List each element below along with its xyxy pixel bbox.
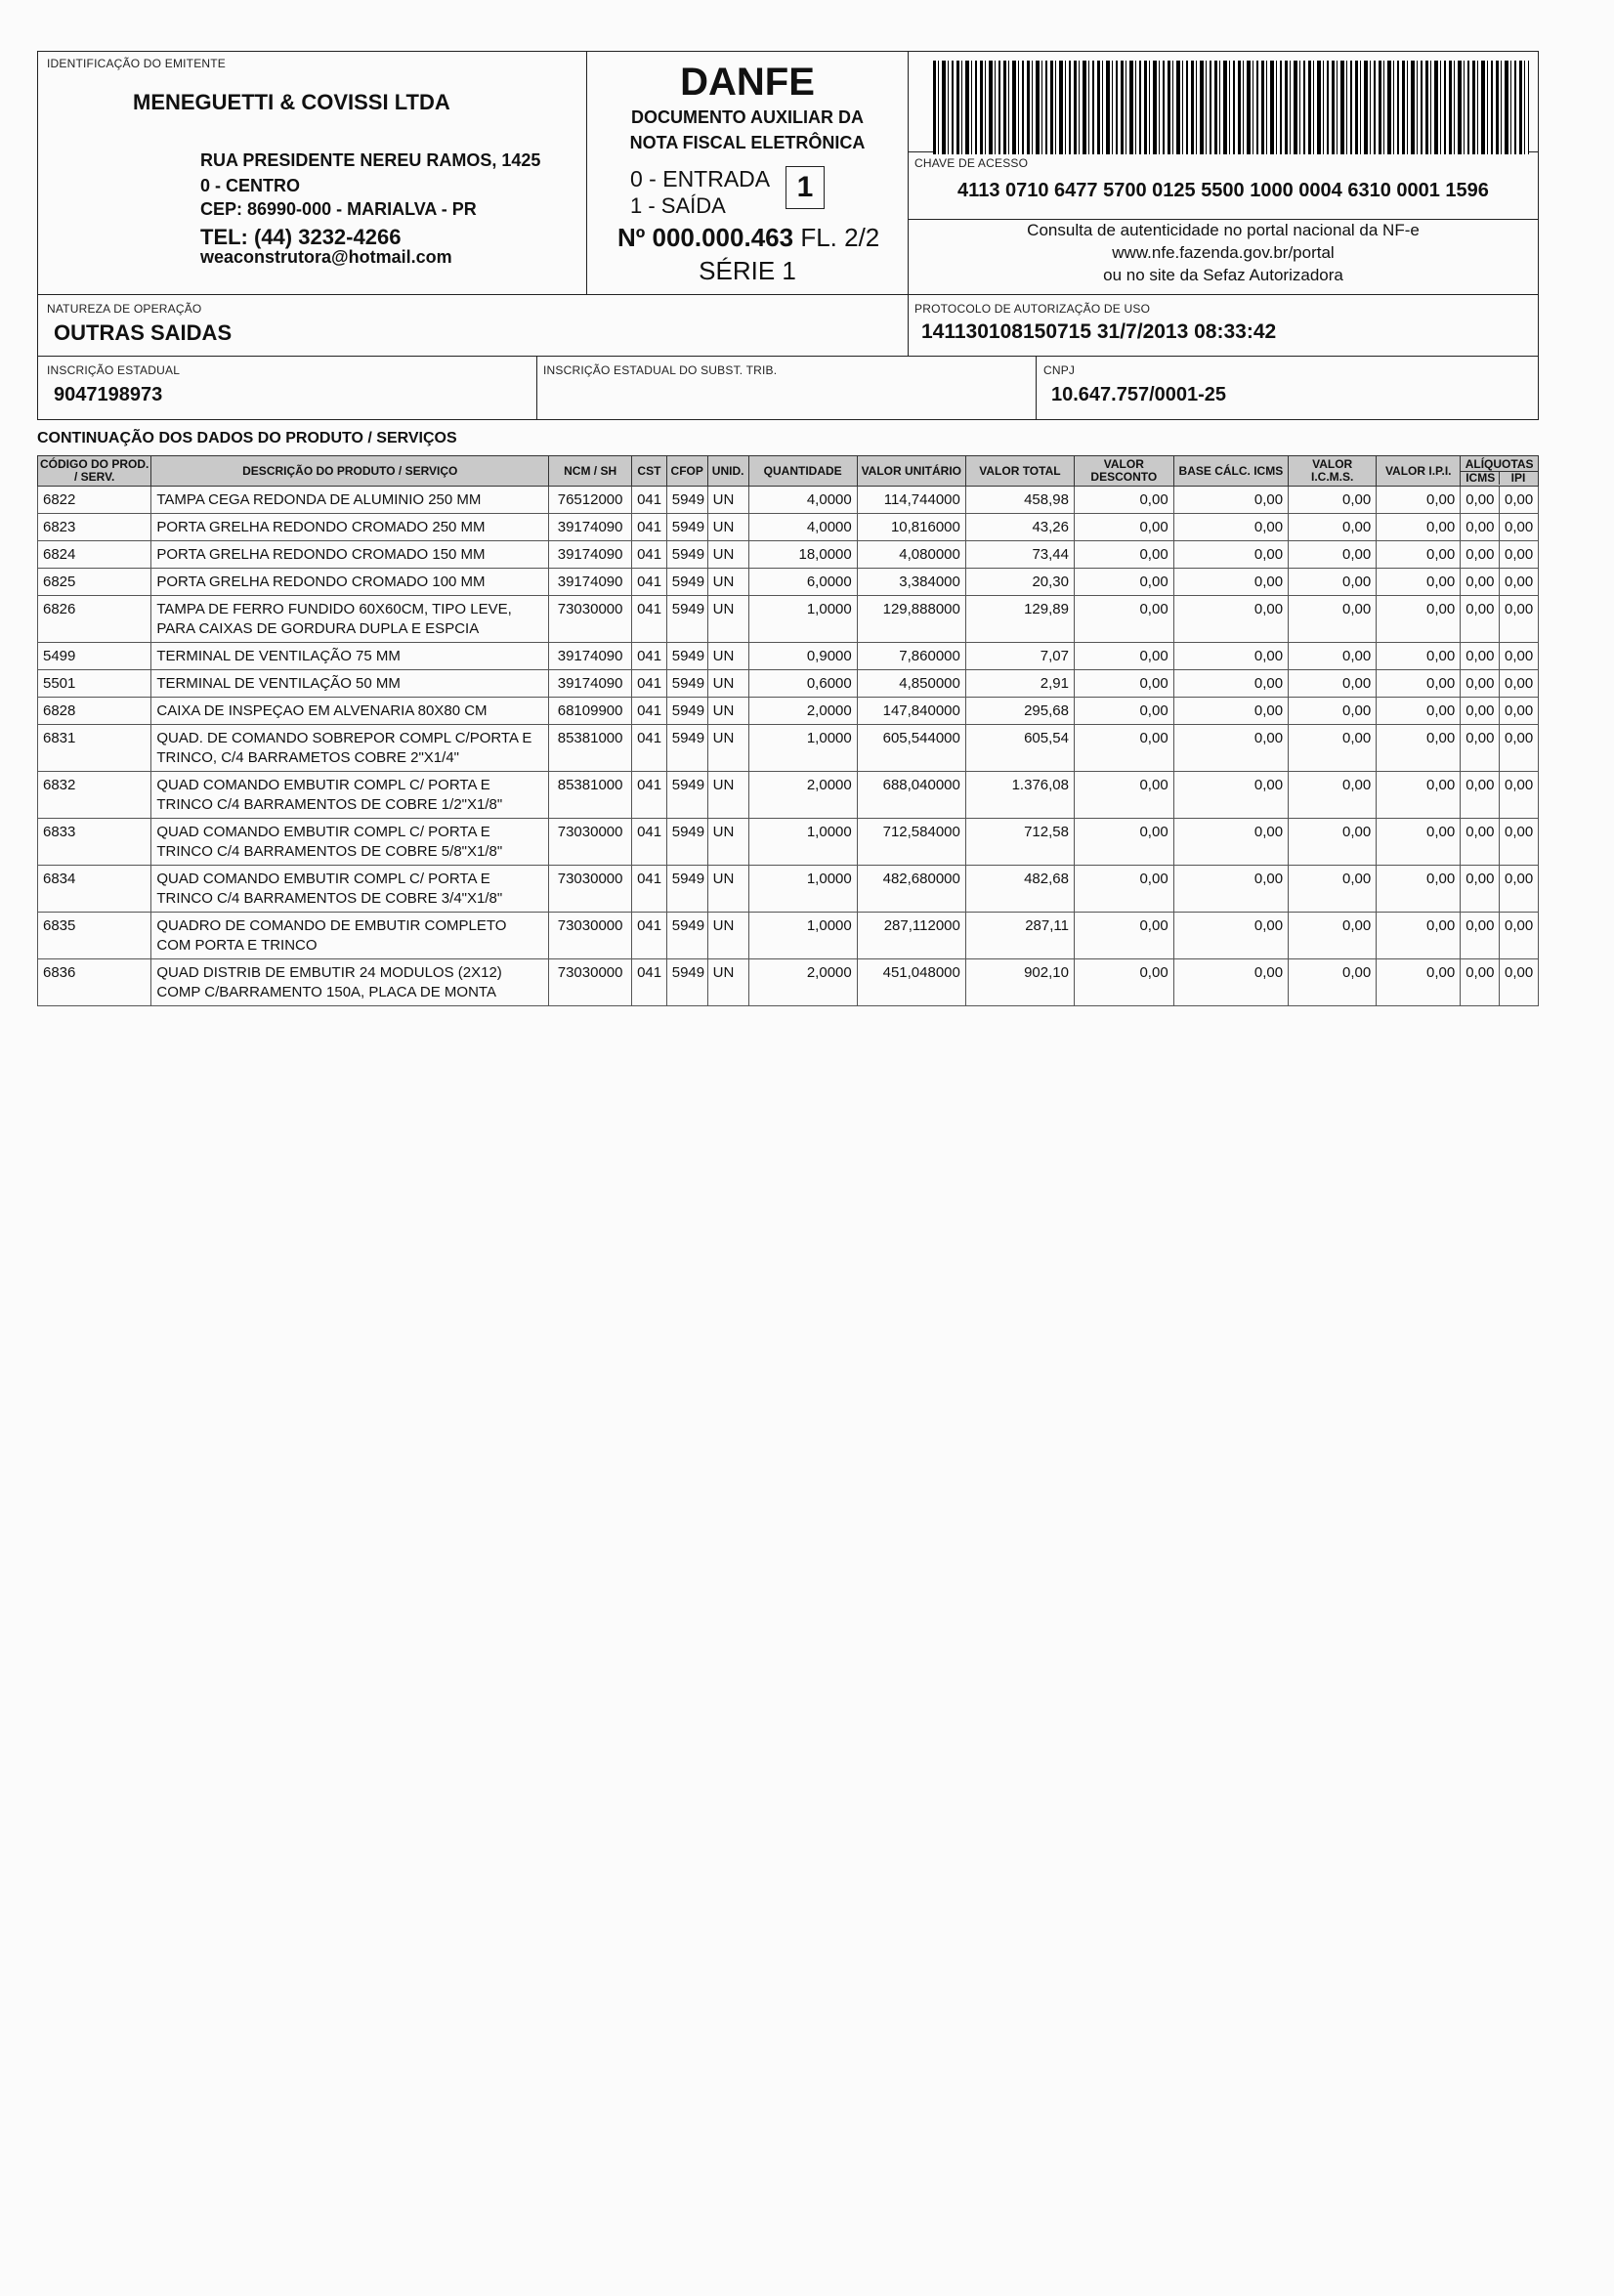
table-cell: 458,98 xyxy=(965,487,1074,514)
table-cell: 0,00 xyxy=(1289,725,1377,772)
table-cell: 0,00 xyxy=(1377,487,1461,514)
table-cell: 0,00 xyxy=(1500,670,1539,698)
invoice-number xyxy=(617,223,879,253)
table-cell: 5949 xyxy=(666,913,707,959)
table-cell: 0,00 xyxy=(1500,819,1539,866)
table-cell: 287,112000 xyxy=(857,913,965,959)
table-cell: 6824 xyxy=(38,541,151,569)
table-cell: 0,00 xyxy=(1074,514,1173,541)
danfe-subtitle-2: NOTA FISCAL ELETRÔNICA xyxy=(629,133,866,152)
table-cell: 0,00 xyxy=(1173,569,1288,596)
table-cell: 5949 xyxy=(666,819,707,866)
table-cell: UN xyxy=(707,725,748,772)
table-cell: 6836 xyxy=(38,959,151,1006)
table-cell: 6834 xyxy=(38,866,151,913)
table-cell: 0,00 xyxy=(1461,866,1500,913)
table-cell: 041 xyxy=(632,959,667,1006)
table-cell: 0,00 xyxy=(1377,698,1461,725)
table-cell: 0,00 xyxy=(1289,541,1377,569)
consult-line-2: www.nfe.fazenda.gov.br/portal xyxy=(1112,243,1335,262)
products-section-title: CONTINUAÇÃO DOS DADOS DO PRODUTO / SERVIÇOS xyxy=(37,430,457,446)
table-cell: 0,00 xyxy=(1461,913,1500,959)
table-row xyxy=(38,670,1539,698)
invoice-number-value: Nº 000.000.463 xyxy=(617,223,794,252)
col-ncm: NCM / SH xyxy=(549,456,632,487)
table-cell: 7,860000 xyxy=(857,643,965,670)
col-unit: UNID. xyxy=(707,456,748,487)
table-cell: 902,10 xyxy=(965,959,1074,1006)
table-cell: 0,00 xyxy=(1500,596,1539,643)
table-cell: 73030000 xyxy=(549,913,632,959)
consult-line-1: Consulta de autenticidade no portal nacional da NF-e xyxy=(1027,221,1420,239)
operation-nature-value: OUTRAS SAIDAS xyxy=(54,320,233,345)
table-cell: 6823 xyxy=(38,514,151,541)
danfe-title: DANFE xyxy=(680,61,815,104)
table-cell: 0,00 xyxy=(1500,698,1539,725)
table-cell: 0,00 xyxy=(1461,725,1500,772)
col-icms-base: BASE CÁLC. ICMS xyxy=(1173,456,1288,487)
table-row xyxy=(38,569,1539,596)
table-cell: 0,00 xyxy=(1074,541,1173,569)
table-cell: 0,00 xyxy=(1500,569,1539,596)
table-cell: 6835 xyxy=(38,913,151,959)
table-cell: 2,91 xyxy=(965,670,1074,698)
emitter-label: IDENTIFICAÇÃO DO EMITENTE xyxy=(47,57,227,70)
invoice-series: SÉRIE 1 xyxy=(699,256,796,285)
col-rates xyxy=(1461,456,1539,487)
table-cell: 0,00 xyxy=(1289,596,1377,643)
entry-option: 0 - ENTRADA xyxy=(630,166,771,191)
table-cell: 4,850000 xyxy=(857,670,965,698)
table-cell: 85381000 xyxy=(549,772,632,819)
table-cell: 5949 xyxy=(666,541,707,569)
table-cell: UN xyxy=(707,596,748,643)
table-cell: 6822 xyxy=(38,487,151,514)
table-cell: 0,00 xyxy=(1173,772,1288,819)
table-cell: 0,00 xyxy=(1289,772,1377,819)
table-cell: 10,816000 xyxy=(857,514,965,541)
emitter-email: weaconstrutora@hotmail.com xyxy=(200,247,452,267)
table-cell: 39174090 xyxy=(549,670,632,698)
table-cell: 041 xyxy=(632,487,667,514)
col-quantity: QUANTIDADE xyxy=(748,456,857,487)
consult-line-3: ou no site da Sefaz Autorizadora xyxy=(1103,266,1343,284)
table-cell: 041 xyxy=(632,514,667,541)
table-cell: TERMINAL DE VENTILAÇÃO 50 MM xyxy=(151,670,549,698)
table-cell: 0,00 xyxy=(1377,959,1461,1006)
table-cell: 0,00 xyxy=(1461,514,1500,541)
table-cell: 4,0000 xyxy=(748,514,857,541)
table-cell: 0,00 xyxy=(1377,514,1461,541)
table-cell: 20,30 xyxy=(965,569,1074,596)
table-cell: UN xyxy=(707,487,748,514)
table-cell: 0,00 xyxy=(1074,670,1173,698)
table-cell: 0,00 xyxy=(1461,541,1500,569)
table-cell: UN xyxy=(707,959,748,1006)
table-cell: 18,0000 xyxy=(748,541,857,569)
table-cell: 0,00 xyxy=(1074,959,1173,1006)
table-cell: QUAD COMANDO EMBUTIR COMPL C/ PORTA E TRINCO C/4 BARRAMENTOS DE COBRE 1/2"X1/8" xyxy=(151,772,549,819)
table-cell: CAIXA DE INSPEÇAO EM ALVENARIA 80X80 CM xyxy=(151,698,549,725)
danfe-subtitle-1: DOCUMENTO AUXILIAR DA xyxy=(631,107,864,127)
table-cell: 4,0000 xyxy=(748,487,857,514)
col-description: DESCRIÇÃO DO PRODUTO / SERVIÇO xyxy=(151,456,549,487)
table-cell: 712,58 xyxy=(965,819,1074,866)
table-cell: 0,00 xyxy=(1173,913,1288,959)
table-cell: 5949 xyxy=(666,698,707,725)
table-cell: 0,00 xyxy=(1289,487,1377,514)
table-cell: 43,26 xyxy=(965,514,1074,541)
table-cell: 041 xyxy=(632,772,667,819)
sheet-number: FL. 2/2 xyxy=(800,223,880,252)
table-cell: UN xyxy=(707,698,748,725)
table-cell: 0,00 xyxy=(1377,913,1461,959)
exit-option: 1 - SAÍDA xyxy=(630,193,726,218)
table-cell: 0,00 xyxy=(1289,913,1377,959)
table-cell: 6825 xyxy=(38,569,151,596)
table-cell: QUAD COMANDO EMBUTIR COMPL C/ PORTA E TRINCO C/4 BARRAMENTOS DE COBRE 5/8"X1/8" xyxy=(151,819,549,866)
table-cell: 0,00 xyxy=(1289,569,1377,596)
table-cell: 0,00 xyxy=(1377,541,1461,569)
table-cell: QUADRO DE COMANDO DE EMBUTIR COMPLETO COM PORTA E TRINCO xyxy=(151,913,549,959)
table-cell: 1,0000 xyxy=(748,725,857,772)
table-cell: 114,744000 xyxy=(857,487,965,514)
table-cell: 6833 xyxy=(38,819,151,866)
table-cell: 5949 xyxy=(666,643,707,670)
table-row xyxy=(38,643,1539,670)
table-cell: UN xyxy=(707,772,748,819)
table-cell: 0,00 xyxy=(1461,698,1500,725)
table-cell: 0,00 xyxy=(1377,725,1461,772)
col-ipi-value: VALOR I.P.I. xyxy=(1377,456,1461,487)
table-row xyxy=(38,959,1539,1006)
table-cell: 0,00 xyxy=(1461,643,1500,670)
rate-ipi-label: IPI xyxy=(1510,470,1526,485)
table-cell: UN xyxy=(707,866,748,913)
table-cell: 6828 xyxy=(38,698,151,725)
table-cell: 0,00 xyxy=(1074,819,1173,866)
emitter-name: MENEGUETTI & COVISSI LTDA xyxy=(133,90,450,114)
access-key-value: 4113 0710 6477 5700 0125 5500 1000 0004 6310 0001 1596 xyxy=(957,180,1489,201)
table-cell: 0,00 xyxy=(1461,959,1500,1006)
table-cell: 76512000 xyxy=(549,487,632,514)
table-cell: 0,00 xyxy=(1289,959,1377,1006)
table-cell: 482,68 xyxy=(965,866,1074,913)
table-cell: 712,584000 xyxy=(857,819,965,866)
table-cell: 0,00 xyxy=(1074,698,1173,725)
table-cell: 6832 xyxy=(38,772,151,819)
table-cell: 0,00 xyxy=(1461,670,1500,698)
table-cell: 1.376,08 xyxy=(965,772,1074,819)
table-cell: TAMPA DE FERRO FUNDIDO 60X60CM, TIPO LEVE, PARA CAIXAS DE GORDURA DUPLA E ESPCIA xyxy=(151,596,549,643)
table-cell: 0,00 xyxy=(1461,596,1500,643)
table-cell: 0,00 xyxy=(1289,514,1377,541)
table-row xyxy=(38,541,1539,569)
table-cell: 0,00 xyxy=(1289,643,1377,670)
table-cell: 0,00 xyxy=(1461,569,1500,596)
table-cell: 73030000 xyxy=(549,866,632,913)
table-cell: 482,680000 xyxy=(857,866,965,913)
table-cell: 39174090 xyxy=(549,643,632,670)
table-cell: 0,00 xyxy=(1377,670,1461,698)
table-cell: 0,00 xyxy=(1377,596,1461,643)
table-cell: 041 xyxy=(632,725,667,772)
table-row xyxy=(38,819,1539,866)
state-registration-value: 9047198973 xyxy=(54,384,163,405)
table-cell: 0,00 xyxy=(1074,725,1173,772)
table-cell: 5499 xyxy=(38,643,151,670)
table-cell: 73030000 xyxy=(549,959,632,1006)
table-cell: 041 xyxy=(632,819,667,866)
table-cell: 6831 xyxy=(38,725,151,772)
table-row xyxy=(38,725,1539,772)
table-cell: 0,00 xyxy=(1173,866,1288,913)
table-cell: 0,00 xyxy=(1173,959,1288,1006)
table-cell: PORTA GRELHA REDONDO CROMADO 250 MM xyxy=(151,514,549,541)
table-cell: 0,00 xyxy=(1500,866,1539,913)
col-code: CÓDIGO DO PROD. / SERV. xyxy=(38,456,151,487)
table-cell: 6826 xyxy=(38,596,151,643)
emitter-phone: TEL: (44) 3232-4266 xyxy=(200,225,402,249)
table-row xyxy=(38,596,1539,643)
table-cell: 73030000 xyxy=(549,819,632,866)
table-cell: 605,54 xyxy=(965,725,1074,772)
rates-label: ALÍQUOTAS xyxy=(1461,458,1538,472)
table-cell: 0,00 xyxy=(1074,866,1173,913)
table-cell: 295,68 xyxy=(965,698,1074,725)
subst-divider xyxy=(536,356,537,420)
table-cell: UN xyxy=(707,670,748,698)
table-cell: 0,00 xyxy=(1173,643,1288,670)
col-discount: VALOR DESCONTO xyxy=(1074,456,1173,487)
col-cst: CST xyxy=(632,456,667,487)
col-cfop: CFOP xyxy=(666,456,707,487)
table-cell: 041 xyxy=(632,698,667,725)
table-cell: 0,00 xyxy=(1289,866,1377,913)
table-cell: TAMPA CEGA REDONDA DE ALUMINIO 250 MM xyxy=(151,487,549,514)
col-unit-value: VALOR UNITÁRIO xyxy=(857,456,965,487)
protocol-divider xyxy=(908,294,909,357)
table-cell: 041 xyxy=(632,596,667,643)
table-cell: 0,00 xyxy=(1377,569,1461,596)
table-cell: 73030000 xyxy=(549,596,632,643)
table-cell: 0,9000 xyxy=(748,643,857,670)
table-row xyxy=(38,913,1539,959)
table-cell: 605,544000 xyxy=(857,725,965,772)
table-cell: 5949 xyxy=(666,514,707,541)
table-cell: 0,00 xyxy=(1500,772,1539,819)
table-cell: UN xyxy=(707,514,748,541)
table-cell: 041 xyxy=(632,670,667,698)
table-cell: 0,00 xyxy=(1173,698,1288,725)
products-table-body xyxy=(38,487,1539,1006)
table-cell: 6,0000 xyxy=(748,569,857,596)
table-cell: 2,0000 xyxy=(748,698,857,725)
table-cell: 5949 xyxy=(666,959,707,1006)
table-cell: 287,11 xyxy=(965,913,1074,959)
registration-row xyxy=(37,356,1539,420)
table-cell: 0,00 xyxy=(1377,643,1461,670)
table-cell: QUAD COMANDO EMBUTIR COMPL C/ PORTA E TRINCO C/4 BARRAMENTOS DE COBRE 3/4"X1/8" xyxy=(151,866,549,913)
table-cell: 73,44 xyxy=(965,541,1074,569)
table-cell: 2,0000 xyxy=(748,959,857,1006)
table-cell: 129,89 xyxy=(965,596,1074,643)
table-cell: TERMINAL DE VENTILAÇÃO 75 MM xyxy=(151,643,549,670)
table-cell: UN xyxy=(707,569,748,596)
table-cell: 0,00 xyxy=(1173,541,1288,569)
table-cell: 2,0000 xyxy=(748,772,857,819)
table-cell: 0,00 xyxy=(1461,819,1500,866)
table-cell: 0,00 xyxy=(1500,725,1539,772)
table-row xyxy=(38,772,1539,819)
table-cell: 041 xyxy=(632,913,667,959)
table-cell: 0,00 xyxy=(1074,487,1173,514)
table-cell: 1,0000 xyxy=(748,913,857,959)
operation-row xyxy=(37,294,1539,357)
table-cell: 041 xyxy=(632,643,667,670)
table-cell: UN xyxy=(707,819,748,866)
operation-nature-label: NATUREZA DE OPERAÇÃO xyxy=(47,302,202,316)
table-cell: PORTA GRELHA REDONDO CROMADO 150 MM xyxy=(151,541,549,569)
table-cell: 1,0000 xyxy=(748,866,857,913)
table-cell: 0,00 xyxy=(1377,772,1461,819)
table-cell: 85381000 xyxy=(549,725,632,772)
table-cell: 0,00 xyxy=(1173,670,1288,698)
table-row xyxy=(38,514,1539,541)
table-row xyxy=(38,487,1539,514)
col-total-value: VALOR TOTAL xyxy=(965,456,1074,487)
table-cell: 3,384000 xyxy=(857,569,965,596)
table-cell: 4,080000 xyxy=(857,541,965,569)
table-cell: 041 xyxy=(632,569,667,596)
access-key-barcode xyxy=(933,61,1529,154)
table-cell: 0,00 xyxy=(1173,514,1288,541)
table-cell: 5949 xyxy=(666,670,707,698)
table-cell: 0,00 xyxy=(1074,913,1173,959)
cnpj-value: 10.647.757/0001-25 xyxy=(1051,384,1227,405)
table-cell: 147,840000 xyxy=(857,698,965,725)
table-cell: 68109900 xyxy=(549,698,632,725)
table-cell: 0,00 xyxy=(1461,772,1500,819)
subst-registration-label: INSCRIÇÃO ESTADUAL DO SUBST. TRIB. xyxy=(543,363,778,377)
table-cell: 0,00 xyxy=(1074,596,1173,643)
table-cell: 0,00 xyxy=(1289,670,1377,698)
emitter-district: 0 - CENTRO xyxy=(200,176,301,195)
table-cell: 0,00 xyxy=(1500,487,1539,514)
protocol-value: 141130108150715 31/7/2013 08:33:42 xyxy=(921,320,1277,343)
table-cell: QUAD. DE COMANDO SOBREPOR COMPL C/PORTA E TRINCO, C/4 BARRAMETOS COBRE 2"X1/4" xyxy=(151,725,549,772)
cnpj-label: CNPJ xyxy=(1043,363,1076,377)
table-cell: 5949 xyxy=(666,772,707,819)
table-cell: 5949 xyxy=(666,569,707,596)
table-cell: 0,00 xyxy=(1074,569,1173,596)
operation-type-box: 1 xyxy=(786,166,825,209)
table-cell: 0,00 xyxy=(1173,487,1288,514)
table-cell: 5949 xyxy=(666,725,707,772)
table-cell: QUAD DISTRIB DE EMBUTIR 24 MODULOS (2X12) COMP C/BARRAMENTO 150A, PLACA DE MONTA xyxy=(151,959,549,1006)
table-cell: 0,00 xyxy=(1500,913,1539,959)
access-key-label: CHAVE DE ACESSO xyxy=(914,156,1029,170)
emitter-street: RUA PRESIDENTE NEREU RAMOS, 1425 xyxy=(200,150,541,170)
table-cell: 39174090 xyxy=(549,569,632,596)
table-cell: UN xyxy=(707,541,748,569)
table-cell: 0,00 xyxy=(1074,643,1173,670)
table-cell: 129,888000 xyxy=(857,596,965,643)
table-row xyxy=(38,866,1539,913)
table-cell: 0,00 xyxy=(1377,819,1461,866)
table-cell: PORTA GRELHA REDONDO CROMADO 100 MM xyxy=(151,569,549,596)
table-cell: 39174090 xyxy=(549,514,632,541)
products-table xyxy=(37,455,1539,1006)
table-cell: 5501 xyxy=(38,670,151,698)
table-cell: 5949 xyxy=(666,596,707,643)
table-cell: 0,00 xyxy=(1377,866,1461,913)
cnpj-divider xyxy=(1036,356,1037,420)
table-cell: 0,6000 xyxy=(748,670,857,698)
table-cell: 0,00 xyxy=(1173,596,1288,643)
table-cell: 0,00 xyxy=(1500,514,1539,541)
table-cell: 0,00 xyxy=(1461,487,1500,514)
table-cell: 0,00 xyxy=(1500,959,1539,1006)
table-cell: 0,00 xyxy=(1500,541,1539,569)
table-cell: 0,00 xyxy=(1289,698,1377,725)
table-cell: 041 xyxy=(632,541,667,569)
table-row xyxy=(38,698,1539,725)
table-cell: 1,0000 xyxy=(748,596,857,643)
table-cell: 1,0000 xyxy=(748,819,857,866)
state-registration-label: INSCRIÇÃO ESTADUAL xyxy=(47,363,181,377)
rate-icms-label: ICMS xyxy=(1462,472,1500,485)
products-header-row xyxy=(38,456,1539,487)
table-cell: UN xyxy=(707,643,748,670)
table-cell: 0,00 xyxy=(1500,643,1539,670)
emitter-cep: CEP: 86990-000 - MARIALVA - PR xyxy=(200,199,477,219)
table-cell: 0,00 xyxy=(1289,819,1377,866)
table-cell: 5949 xyxy=(666,866,707,913)
table-cell: 451,048000 xyxy=(857,959,965,1006)
table-cell: 041 xyxy=(632,866,667,913)
protocol-label: PROTOCOLO DE AUTORIZAÇÃO DE USO xyxy=(914,302,1151,316)
table-cell: 5949 xyxy=(666,487,707,514)
table-cell: 0,00 xyxy=(1173,819,1288,866)
table-cell: 688,040000 xyxy=(857,772,965,819)
table-cell: 39174090 xyxy=(549,541,632,569)
table-cell: 0,00 xyxy=(1074,772,1173,819)
col-icms-value: VALOR I.C.M.S. xyxy=(1289,456,1377,487)
table-cell: 0,00 xyxy=(1173,725,1288,772)
table-cell: UN xyxy=(707,913,748,959)
table-cell: 7,07 xyxy=(965,643,1074,670)
